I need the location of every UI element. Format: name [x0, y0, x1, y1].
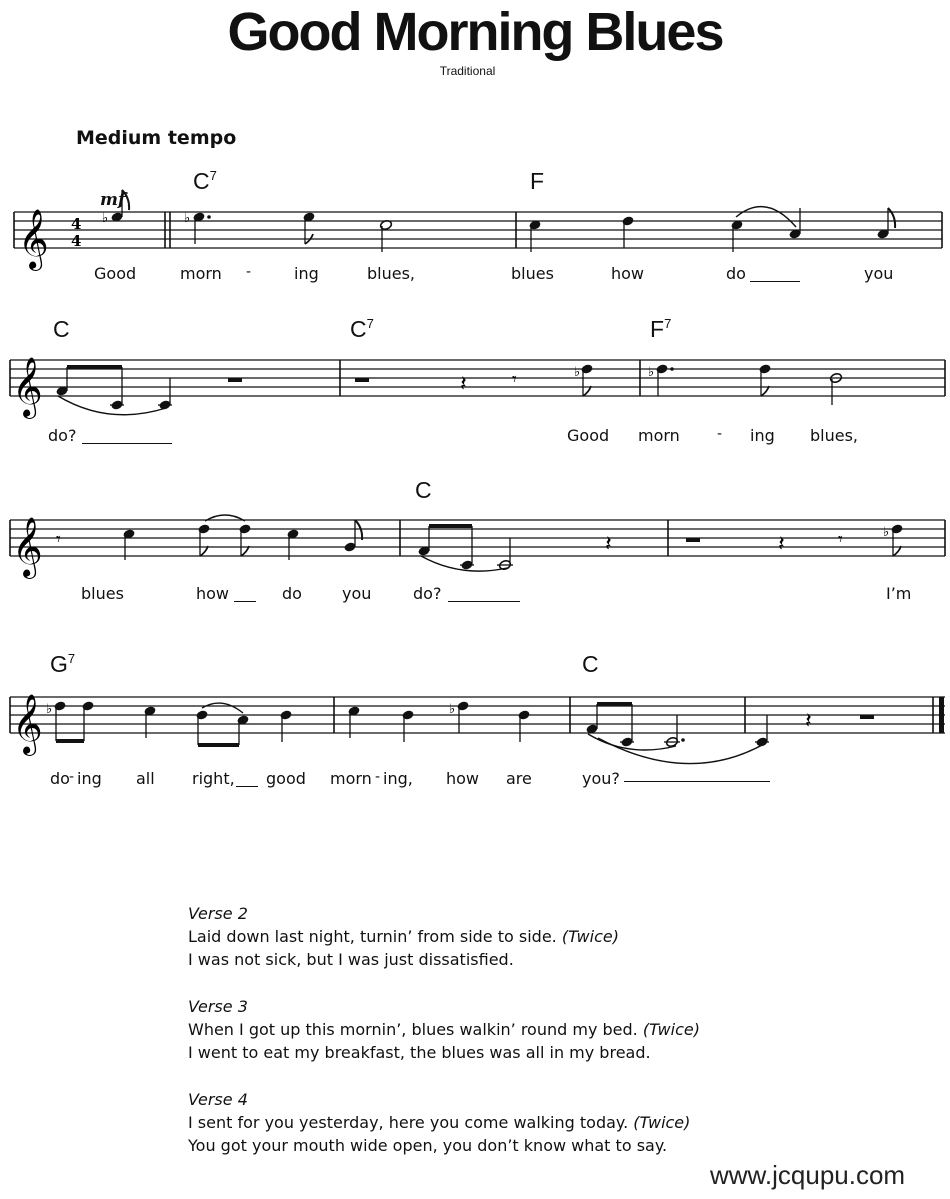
verse-title: Verse 4 [188, 1090, 248, 1109]
svg-text:𝄾: 𝄾 [512, 369, 517, 390]
repeat-note: (Twice) [633, 1113, 691, 1132]
lyric-extender [82, 443, 172, 444]
verse-line: I was not sick, but I was just dissatisfied. [188, 950, 514, 969]
lyric-syllable: do? [48, 426, 77, 445]
verse-line: You got your mouth wide open, you don’t know what to say. [188, 1136, 668, 1155]
svg-text:𝄽: 𝄽 [460, 372, 467, 397]
lyric-extender [234, 601, 256, 602]
lyric-syllable: do? [413, 584, 442, 603]
lyric-syllable: do [726, 264, 746, 283]
svg-text:𝄽: 𝄽 [778, 532, 785, 557]
composer-credit: Traditional [439, 64, 496, 78]
svg-text:4: 4 [71, 232, 82, 250]
verse-title: Verse 3 [188, 997, 248, 1016]
svg-text:♭: ♭ [449, 702, 456, 717]
verse-block [188, 995, 700, 1064]
staff-system-2 [0, 340, 950, 430]
chord-symbol: C [582, 651, 599, 677]
svg-text:𝄾: 𝄾 [838, 529, 843, 550]
verse-block [188, 1088, 700, 1157]
repeat-note: (Twice) [642, 1020, 700, 1039]
chord-symbol: C [415, 477, 432, 503]
svg-text:♭: ♭ [102, 211, 109, 226]
verse-line: I went to eat my breakfast, the blues was all in my bread. [188, 1043, 651, 1062]
svg-text:𝄞: 𝄞 [18, 209, 49, 269]
lyric-syllable: do [282, 584, 302, 603]
lyric-syllable: right, [192, 769, 235, 788]
lyric-syllable: blues, [810, 426, 859, 445]
lyric-hyphen: - [69, 769, 75, 785]
lyric-syllable: blues, [367, 264, 416, 283]
repeat-note: (Twice) [561, 927, 619, 946]
svg-text:♭: ♭ [648, 365, 655, 380]
additional-verses [188, 902, 700, 1181]
svg-text:♭: ♭ [184, 211, 191, 226]
staff-system-3 [0, 500, 950, 590]
lyric-syllable: all [136, 769, 155, 788]
chord-symbol: $C^7$ [350, 316, 374, 342]
chord-symbol: $G^7$ [50, 651, 76, 677]
verse-line: I sent for you yesterday, here you come walking today. (Twice) [188, 1113, 691, 1132]
lyric-syllable: morn [180, 264, 222, 283]
lyric-syllable: blues [511, 264, 554, 283]
lyric-syllable: do [50, 769, 70, 788]
lyric-syllable: ing [750, 426, 775, 445]
lyric-syllable: ing, [383, 769, 413, 788]
svg-text:𝄞: 𝄞 [12, 357, 43, 417]
lyric-extender [236, 786, 258, 787]
lyric-hyphen: - [717, 426, 723, 442]
lyric-syllable: Good [94, 264, 137, 283]
lyric-syllable: I’m [886, 584, 912, 603]
chord-symbol: $C^7$ [193, 168, 217, 194]
lyric-syllable: morn [638, 426, 680, 445]
lyric-syllable: how [611, 264, 645, 283]
verse-line: Laid down last night, turnin’ from side to side. (Twice) [188, 927, 619, 946]
lyric-syllable: blues [81, 584, 124, 603]
svg-text:𝄞: 𝄞 [12, 694, 43, 754]
song-title: Good Morning Blues [227, 2, 723, 62]
lyric-syllable: Good [567, 426, 610, 445]
lyric-syllable: how [196, 584, 230, 603]
chord-symbol: F [530, 168, 545, 194]
staff-system-1 [0, 190, 950, 280]
lyric-hyphen: - [375, 769, 381, 785]
svg-text:𝄞: 𝄞 [12, 517, 43, 577]
lyric-syllable: how [446, 769, 480, 788]
lyric-syllable: you [342, 584, 372, 603]
svg-text:♭: ♭ [574, 365, 581, 380]
verse-title: Verse 2 [188, 904, 248, 923]
chord-symbol: $F^7$ [650, 316, 672, 342]
verse-block [188, 902, 700, 971]
lyric-syllable: ing [77, 769, 102, 788]
svg-text:♭: ♭ [883, 525, 890, 540]
lyric-extender [448, 601, 520, 602]
lyric-syllable: are [506, 769, 532, 788]
svg-text:𝄽: 𝄽 [805, 709, 812, 734]
verse-line: When I got up this mornin’, blues walkin’ round my bed. (Twice) [188, 1020, 700, 1039]
lyric-syllable: you? [582, 769, 620, 788]
watermark: www.jcqupu.com [710, 1160, 906, 1190]
lyric-syllable: good [266, 769, 306, 788]
svg-text:𝄾: 𝄾 [56, 529, 61, 550]
chord-symbol: C [53, 316, 70, 342]
lyric-hyphen: - [246, 264, 252, 280]
lyric-syllable: morn [330, 769, 372, 788]
svg-text:𝄽: 𝄽 [605, 532, 612, 557]
tempo-marking: Medium tempo [76, 127, 237, 149]
dynamic-marking: mf [100, 190, 126, 210]
svg-text:♭: ♭ [46, 702, 53, 717]
lyric-extender [624, 781, 770, 782]
staff-system-4 [0, 675, 950, 775]
lyric-syllable: ing [294, 264, 319, 283]
lyric-extender [750, 281, 800, 282]
svg-text:4: 4 [71, 215, 82, 233]
lyric-syllable: you [864, 264, 894, 283]
